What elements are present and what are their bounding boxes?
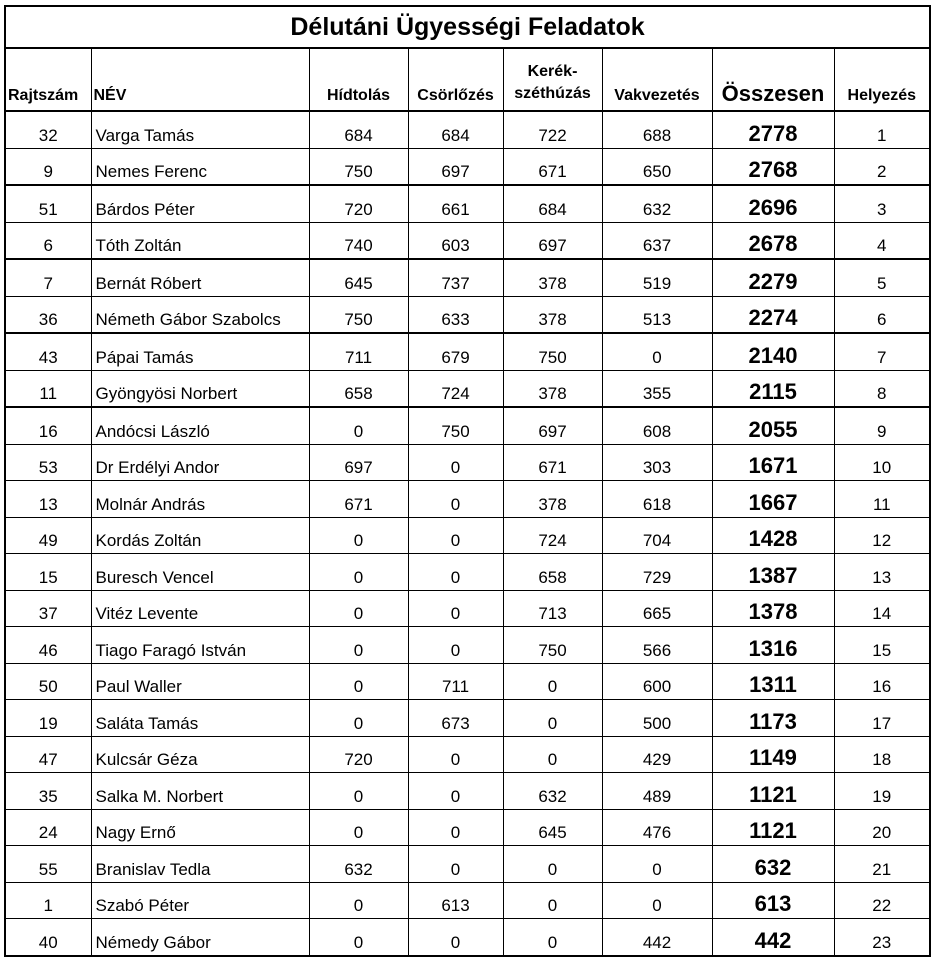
cell-csorlozes: 0 (408, 736, 503, 773)
cell-helyezes: 7 (834, 333, 930, 370)
cell-kerek: 750 (503, 627, 602, 664)
results-table (4, 5, 931, 957)
cell-helyezes: 11 (834, 481, 930, 518)
cell-vakvezetes: 0 (602, 333, 712, 370)
cell-vakvezetes: 566 (602, 627, 712, 664)
cell-csorlozes: 0 (408, 809, 503, 846)
cell-osszesen: 1173 (712, 700, 834, 737)
cell-csorlozes: 661 (408, 185, 503, 222)
cell-kerek: 0 (503, 700, 602, 737)
table-row (5, 919, 930, 956)
table-row (5, 148, 930, 185)
cell-hidtolas: 750 (309, 148, 408, 185)
cell-nev: Kordás Zoltán (91, 517, 309, 554)
cell-rajtszam: 13 (5, 481, 91, 518)
cell-helyezes: 5 (834, 259, 930, 296)
cell-nev: Némedy Gábor (91, 919, 309, 956)
table-row (5, 222, 930, 259)
cell-nev: Tiago Faragó István (91, 627, 309, 664)
header-row (5, 48, 930, 111)
cell-vakvezetes: 608 (602, 407, 712, 444)
header-csorlozes: Csörlőzés (408, 48, 503, 111)
cell-rajtszam: 51 (5, 185, 91, 222)
cell-kerek: 645 (503, 809, 602, 846)
cell-vakvezetes: 519 (602, 259, 712, 296)
cell-csorlozes: 679 (408, 333, 503, 370)
header-helyezes: Helyezés (834, 48, 930, 111)
cell-csorlozes: 750 (408, 407, 503, 444)
cell-osszesen: 1428 (712, 517, 834, 554)
cell-vakvezetes: 0 (602, 882, 712, 919)
cell-helyezes: 6 (834, 296, 930, 333)
cell-csorlozes: 0 (408, 481, 503, 518)
cell-nev: Paul Waller (91, 663, 309, 700)
cell-vakvezetes: 618 (602, 481, 712, 518)
cell-helyezes: 10 (834, 444, 930, 481)
cell-nev: Andócsi László (91, 407, 309, 444)
cell-kerek: 722 (503, 111, 602, 148)
cell-osszesen: 2055 (712, 407, 834, 444)
cell-csorlozes: 0 (408, 554, 503, 591)
cell-vakvezetes: 688 (602, 111, 712, 148)
cell-rajtszam: 15 (5, 554, 91, 591)
cell-nev: Tóth Zoltán (91, 222, 309, 259)
cell-rajtszam: 49 (5, 517, 91, 554)
cell-vakvezetes: 637 (602, 222, 712, 259)
table-row (5, 444, 930, 481)
table-row (5, 554, 930, 591)
header-vakvezetes: Vakvezetés (602, 48, 712, 111)
cell-osszesen: 442 (712, 919, 834, 956)
table-row (5, 370, 930, 407)
cell-rajtszam: 19 (5, 700, 91, 737)
cell-helyezes: 17 (834, 700, 930, 737)
cell-csorlozes: 737 (408, 259, 503, 296)
cell-kerek: 378 (503, 259, 602, 296)
cell-helyezes: 21 (834, 846, 930, 883)
cell-osszesen: 1121 (712, 809, 834, 846)
cell-vakvezetes: 513 (602, 296, 712, 333)
cell-kerek: 713 (503, 590, 602, 627)
cell-rajtszam: 50 (5, 663, 91, 700)
table-row (5, 736, 930, 773)
cell-rajtszam: 7 (5, 259, 91, 296)
cell-vakvezetes: 303 (602, 444, 712, 481)
header-kerek-line1: Kerék- (527, 63, 578, 80)
header-kerek-line2: széthúzás (514, 85, 591, 102)
cell-osszesen: 2140 (712, 333, 834, 370)
cell-hidtolas: 720 (309, 185, 408, 222)
cell-vakvezetes: 632 (602, 185, 712, 222)
cell-kerek: 0 (503, 846, 602, 883)
cell-csorlozes: 603 (408, 222, 503, 259)
cell-csorlozes: 673 (408, 700, 503, 737)
cell-osszesen: 2696 (712, 185, 834, 222)
cell-csorlozes: 633 (408, 296, 503, 333)
cell-hidtolas: 0 (309, 663, 408, 700)
cell-rajtszam: 9 (5, 148, 91, 185)
cell-hidtolas: 740 (309, 222, 408, 259)
table-row (5, 627, 930, 664)
cell-nev: Vitéz Levente (91, 590, 309, 627)
cell-kerek: 378 (503, 481, 602, 518)
header-rajtszam: Rajtszám (5, 48, 91, 111)
cell-kerek: 697 (503, 222, 602, 259)
cell-vakvezetes: 355 (602, 370, 712, 407)
cell-helyezes: 14 (834, 590, 930, 627)
cell-rajtszam: 37 (5, 590, 91, 627)
cell-vakvezetes: 442 (602, 919, 712, 956)
table-row (5, 517, 930, 554)
table-row (5, 111, 930, 148)
table-row (5, 481, 930, 518)
cell-hidtolas: 0 (309, 919, 408, 956)
cell-nev: Pápai Tamás (91, 333, 309, 370)
cell-nev: Bárdos Péter (91, 185, 309, 222)
cell-osszesen: 1667 (712, 481, 834, 518)
cell-osszesen: 1316 (712, 627, 834, 664)
cell-rajtszam: 11 (5, 370, 91, 407)
table-row (5, 882, 930, 919)
cell-hidtolas: 697 (309, 444, 408, 481)
cell-vakvezetes: 500 (602, 700, 712, 737)
header-kerek-text (514, 61, 590, 105)
table-row (5, 259, 930, 296)
cell-kerek: 0 (503, 663, 602, 700)
cell-hidtolas: 0 (309, 700, 408, 737)
cell-vakvezetes: 476 (602, 809, 712, 846)
cell-osszesen: 1671 (712, 444, 834, 481)
table-row (5, 773, 930, 810)
cell-kerek: 697 (503, 407, 602, 444)
cell-kerek: 632 (503, 773, 602, 810)
cell-kerek: 684 (503, 185, 602, 222)
cell-rajtszam: 46 (5, 627, 91, 664)
cell-helyezes: 3 (834, 185, 930, 222)
cell-kerek: 658 (503, 554, 602, 591)
cell-rajtszam: 40 (5, 919, 91, 956)
cell-kerek: 671 (503, 444, 602, 481)
cell-helyezes: 12 (834, 517, 930, 554)
results-body (5, 111, 930, 956)
cell-osszesen: 1121 (712, 773, 834, 810)
cell-csorlozes: 0 (408, 846, 503, 883)
cell-csorlozes: 0 (408, 590, 503, 627)
cell-helyezes: 19 (834, 773, 930, 810)
cell-csorlozes: 0 (408, 444, 503, 481)
header-nev: NÉV (91, 48, 309, 111)
cell-helyezes: 9 (834, 407, 930, 444)
table-row (5, 185, 930, 222)
cell-osszesen: 613 (712, 882, 834, 919)
cell-csorlozes: 684 (408, 111, 503, 148)
cell-vakvezetes: 429 (602, 736, 712, 773)
table-row (5, 590, 930, 627)
cell-vakvezetes: 0 (602, 846, 712, 883)
header-hidtolas: Hídtolás (309, 48, 408, 111)
cell-osszesen: 632 (712, 846, 834, 883)
cell-osszesen: 2279 (712, 259, 834, 296)
cell-osszesen: 1311 (712, 663, 834, 700)
cell-vakvezetes: 650 (602, 148, 712, 185)
cell-hidtolas: 0 (309, 407, 408, 444)
cell-osszesen: 1149 (712, 736, 834, 773)
cell-csorlozes: 0 (408, 919, 503, 956)
cell-hidtolas: 0 (309, 773, 408, 810)
cell-vakvezetes: 665 (602, 590, 712, 627)
cell-nev: Buresch Vencel (91, 554, 309, 591)
cell-rajtszam: 47 (5, 736, 91, 773)
table-row (5, 663, 930, 700)
cell-nev: Molnár András (91, 481, 309, 518)
cell-rajtszam: 1 (5, 882, 91, 919)
cell-hidtolas: 0 (309, 627, 408, 664)
cell-csorlozes: 697 (408, 148, 503, 185)
cell-helyezes: 1 (834, 111, 930, 148)
cell-csorlozes: 0 (408, 517, 503, 554)
cell-csorlozes: 0 (408, 773, 503, 810)
cell-kerek: 724 (503, 517, 602, 554)
table-row (5, 700, 930, 737)
cell-osszesen: 1387 (712, 554, 834, 591)
table-row (5, 333, 930, 370)
cell-helyezes: 18 (834, 736, 930, 773)
header-kerek (503, 48, 602, 111)
cell-rajtszam: 24 (5, 809, 91, 846)
cell-csorlozes: 711 (408, 663, 503, 700)
cell-hidtolas: 671 (309, 481, 408, 518)
cell-hidtolas: 684 (309, 111, 408, 148)
cell-rajtszam: 43 (5, 333, 91, 370)
cell-nev: Dr Erdélyi Andor (91, 444, 309, 481)
cell-nev: Bernát Róbert (91, 259, 309, 296)
cell-helyezes: 13 (834, 554, 930, 591)
cell-rajtszam: 36 (5, 296, 91, 333)
cell-kerek: 0 (503, 882, 602, 919)
table-title: Délutáni Ügyességi Feladatok (5, 6, 930, 48)
cell-hidtolas: 658 (309, 370, 408, 407)
cell-hidtolas: 632 (309, 846, 408, 883)
cell-kerek: 378 (503, 296, 602, 333)
cell-kerek: 0 (503, 736, 602, 773)
cell-hidtolas: 750 (309, 296, 408, 333)
table-row (5, 809, 930, 846)
cell-kerek: 671 (503, 148, 602, 185)
cell-hidtolas: 0 (309, 809, 408, 846)
cell-helyezes: 15 (834, 627, 930, 664)
results-sheet (4, 5, 929, 957)
cell-vakvezetes: 489 (602, 773, 712, 810)
cell-rajtszam: 53 (5, 444, 91, 481)
cell-vakvezetes: 729 (602, 554, 712, 591)
cell-rajtszam: 55 (5, 846, 91, 883)
cell-nev: Saláta Tamás (91, 700, 309, 737)
cell-rajtszam: 35 (5, 773, 91, 810)
cell-hidtolas: 0 (309, 882, 408, 919)
cell-kerek: 750 (503, 333, 602, 370)
header-osszesen: Összesen (712, 48, 834, 111)
cell-hidtolas: 0 (309, 554, 408, 591)
cell-nev: Branislav Tedla (91, 846, 309, 883)
cell-hidtolas: 0 (309, 590, 408, 627)
cell-osszesen: 2778 (712, 111, 834, 148)
cell-nev: Varga Tamás (91, 111, 309, 148)
cell-osszesen: 2768 (712, 148, 834, 185)
cell-osszesen: 2678 (712, 222, 834, 259)
cell-osszesen: 1378 (712, 590, 834, 627)
cell-hidtolas: 0 (309, 517, 408, 554)
cell-helyezes: 4 (834, 222, 930, 259)
cell-csorlozes: 613 (408, 882, 503, 919)
cell-kerek: 0 (503, 919, 602, 956)
cell-rajtszam: 6 (5, 222, 91, 259)
cell-nev: Salka M. Norbert (91, 773, 309, 810)
cell-helyezes: 22 (834, 882, 930, 919)
cell-nev: Nagy Ernő (91, 809, 309, 846)
title-row (5, 6, 930, 48)
cell-nev: Németh Gábor Szabolcs (91, 296, 309, 333)
cell-hidtolas: 711 (309, 333, 408, 370)
cell-helyezes: 8 (834, 370, 930, 407)
cell-osszesen: 2274 (712, 296, 834, 333)
cell-osszesen: 2115 (712, 370, 834, 407)
cell-csorlozes: 0 (408, 627, 503, 664)
table-row (5, 296, 930, 333)
cell-csorlozes: 724 (408, 370, 503, 407)
cell-nev: Szabó Péter (91, 882, 309, 919)
cell-hidtolas: 720 (309, 736, 408, 773)
cell-helyezes: 23 (834, 919, 930, 956)
cell-rajtszam: 16 (5, 407, 91, 444)
cell-kerek: 378 (503, 370, 602, 407)
cell-hidtolas: 645 (309, 259, 408, 296)
cell-helyezes: 2 (834, 148, 930, 185)
cell-vakvezetes: 600 (602, 663, 712, 700)
cell-helyezes: 16 (834, 663, 930, 700)
table-row (5, 407, 930, 444)
cell-rajtszam: 32 (5, 111, 91, 148)
cell-nev: Nemes Ferenc (91, 148, 309, 185)
cell-vakvezetes: 704 (602, 517, 712, 554)
cell-nev: Gyöngyösi Norbert (91, 370, 309, 407)
cell-nev: Kulcsár Géza (91, 736, 309, 773)
table-row (5, 846, 930, 883)
cell-helyezes: 20 (834, 809, 930, 846)
